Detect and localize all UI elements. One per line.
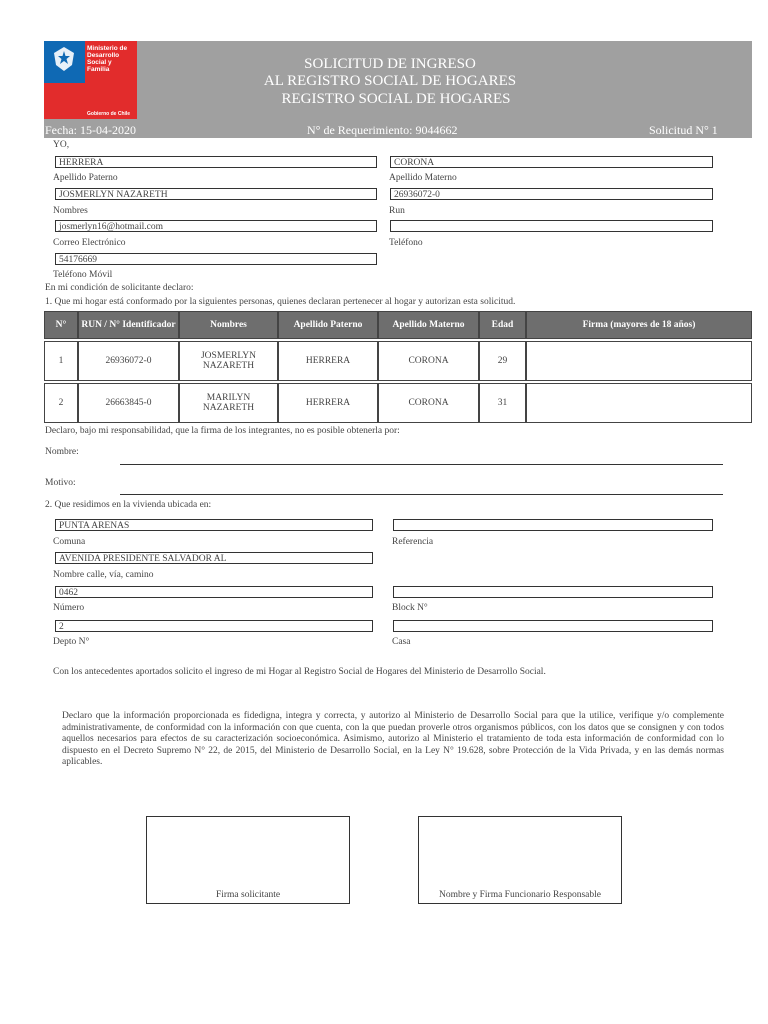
telefono-label: Teléfono	[389, 238, 423, 248]
col-header-nombres: Nombres	[179, 311, 278, 339]
nombre-label: Nombre:	[45, 447, 79, 457]
block-label: Block N°	[392, 603, 428, 613]
table-row	[44, 341, 752, 381]
nombres-field[interactable]: JOSMERLYN NAZARETH	[55, 188, 377, 200]
cell-run: 26936072-0	[78, 341, 179, 381]
no-signature-text: Declaro, bajo mi responsabilidad, que la firma de los integrantes, no es posible obtenerla por:	[45, 426, 400, 436]
referencia-field[interactable]	[393, 519, 713, 531]
logo-line-3: Social y	[87, 59, 112, 66]
cell-paterno: HERRERA	[278, 383, 378, 423]
col-header-firma: Firma (mayores de 18 años)	[526, 311, 752, 339]
logo-line-1: Ministerio de	[87, 45, 128, 52]
depto-label: Depto N°	[53, 637, 90, 647]
col-header-run: RUN / N° Identificador	[78, 311, 179, 339]
col-header-paterno: Apellido Paterno	[278, 311, 378, 339]
depto-field[interactable]: 2	[55, 620, 373, 632]
run-field[interactable]: 26936072-0	[390, 188, 713, 200]
col-header-edad: Edad	[479, 311, 526, 339]
household-members-table	[44, 311, 752, 423]
email-field[interactable]: josmerlyn16@hotmail.com	[55, 220, 377, 232]
cell-run: 26663845-0	[78, 383, 179, 423]
calle-label: Nombre calle, vía, camino	[53, 570, 154, 580]
legal-declaration: Declaro que la información proporcionada es fidedigna, integra y correcta, y autorizo al Ministerio de Desarrollo Social para que la utilice, verifique y/o complemente administrativamente, de conformidad con la información con que cuenta, con la que puedan proverle otros organismos públicos, con los datos que se consignen y con todos aquellos necesarios para efectos de su caracterización socioeconómica. Asimismo, autorizo al Ministerio el tratamiento de toda esta información de conformidad con lo dispuesto en el Decreto Supremo N° 22, de 2015, del Ministerio de Desarrollo Social, en la Ley N° 19.628, sobre Protección de la Vida Privada, y en las demás normas aplicables.	[62, 711, 724, 767]
calle-field[interactable]: AVENIDA PRESIDENTE SALVADOR AL	[55, 552, 373, 564]
referencia-label: Referencia	[392, 537, 434, 547]
declaration-point-1: 1. Que mi hogar está conformado por la siguientes personas, quienes declaran pertenecer al hogar y autorizan esta solicitud.	[45, 297, 516, 307]
title-line-2: AL REGISTRO SOCIAL DE HOGARES	[263, 73, 517, 89]
cell-materno: CORONA	[378, 341, 479, 381]
title-line-3: REGISTRO SOCIAL DE HOGARES	[281, 91, 511, 107]
col-header-materno: Apellido Materno	[378, 311, 479, 339]
telefono-field[interactable]	[390, 220, 713, 232]
signature-funcionario-label: Nombre y Firma Funcionario Responsable	[438, 890, 601, 900]
apellido-paterno-field[interactable]: HERRERA	[55, 156, 377, 168]
logo-line-2: Desarrollo	[87, 52, 120, 59]
yo-label: YO,	[53, 140, 70, 150]
motivo-label: Motivo:	[45, 478, 76, 488]
logo-red-block	[44, 83, 85, 119]
table-row	[44, 383, 752, 423]
fecha: Fecha: 15-04-2020	[45, 123, 136, 137]
cell-nombres: MARILYN NAZARETH	[179, 383, 278, 423]
logo-footer: Gobierno de Chile	[87, 111, 131, 117]
title-line-1: SOLICITUD DE INGRESO	[304, 56, 476, 72]
block-field[interactable]	[393, 586, 713, 598]
movil-field[interactable]: 54176669	[55, 253, 377, 265]
requerimiento-number: N° de Requerimiento: 9044662	[307, 123, 458, 137]
numero-label: Número	[53, 603, 85, 613]
apellido-materno-label: Apellido Materno	[389, 173, 457, 183]
cell-edad: 31	[479, 383, 526, 423]
comuna-field[interactable]: PUNTA ARENAS	[55, 519, 373, 531]
casa-field[interactable]	[393, 620, 713, 632]
cell-edad: 29	[479, 341, 526, 381]
cell-firma[interactable]	[526, 341, 752, 381]
solicitud-number: Solicitud N° 1	[649, 123, 718, 137]
logo-line-4: Familia	[87, 66, 110, 73]
casa-label: Casa	[392, 637, 411, 647]
numero-field[interactable]: 0462	[55, 586, 373, 598]
movil-label: Teléfono Móvil	[53, 270, 113, 280]
col-header-n: N°	[44, 311, 78, 339]
cell-firma[interactable]	[526, 383, 752, 423]
email-label: Correo Electrónico	[53, 238, 126, 248]
request-text: Con los antecedentes aportados solicito el ingreso de mi Hogar al Registro Social de Hogares del Ministerio de Desarrollo Social.	[53, 667, 546, 677]
cell-n: 2	[44, 383, 78, 423]
apellido-paterno-label: Apellido Paterno	[53, 173, 118, 183]
coat-of-arms-icon	[50, 45, 78, 73]
cell-n: 1	[44, 341, 78, 381]
run-label: Run	[389, 206, 405, 216]
apellido-materno-field[interactable]: CORONA	[390, 156, 713, 168]
comuna-label: Comuna	[53, 537, 86, 547]
address-point-2: 2. Que residimos en la vivienda ubicada en:	[45, 500, 212, 510]
cell-nombres: JOSMERLYN NAZARETH	[179, 341, 278, 381]
nombres-label: Nombres	[53, 206, 88, 216]
table-header-row	[44, 311, 752, 339]
signature-solicitante-label: Firma solicitante	[215, 890, 281, 900]
declaration-intro: En mi condición de solicitante declaro:	[45, 283, 194, 293]
cell-materno: CORONA	[378, 383, 479, 423]
motivo-line[interactable]	[120, 494, 723, 495]
nombre-line[interactable]	[120, 464, 723, 465]
cell-paterno: HERRERA	[278, 341, 378, 381]
